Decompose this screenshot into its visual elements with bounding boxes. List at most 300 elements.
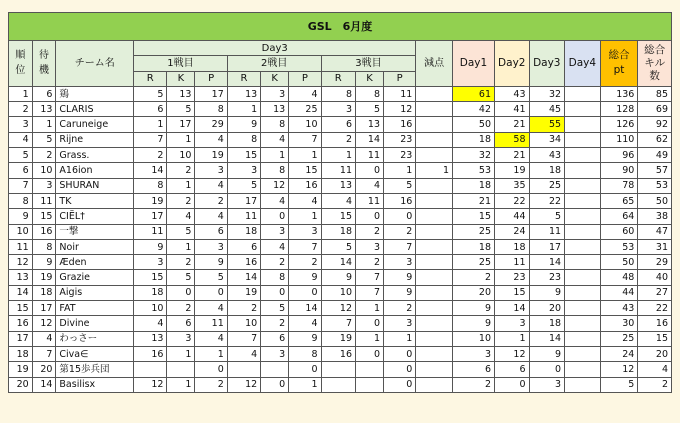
- match3-points-cell: 1: [384, 331, 416, 346]
- match3-rank-cell: 16: [321, 346, 355, 361]
- total-kills-cell: 40: [638, 270, 672, 285]
- total-pt-cell: 60: [600, 224, 638, 239]
- match3-kills-cell: [356, 377, 384, 392]
- team-name-cell: TK: [56, 193, 134, 208]
- match1-points-cell: 2: [195, 193, 227, 208]
- day3-cell: 20: [529, 301, 565, 316]
- penalty-cell: [416, 193, 453, 208]
- penalty-cell: [416, 377, 453, 392]
- match1-kills-cell: [167, 362, 195, 377]
- penalty-cell: [416, 102, 453, 117]
- total-pt-cell: 5: [600, 377, 638, 392]
- standings-table: [8, 12, 672, 393]
- rank-cell: 18: [9, 346, 33, 361]
- team-name-cell: CIËL†: [56, 209, 134, 224]
- day2-cell: 21: [495, 148, 529, 163]
- penalty-cell: [416, 148, 453, 163]
- match3-rank-cell: 9: [321, 270, 355, 285]
- day2-cell: 12: [495, 346, 529, 361]
- team-name-cell: Æden: [56, 255, 134, 270]
- total-pt-cell: 12: [600, 362, 638, 377]
- match2-rank-cell: 2: [227, 301, 260, 316]
- match2-points-cell: 10: [289, 117, 321, 132]
- day3-cell: 25: [529, 178, 565, 193]
- match3-rank-cell: 19: [321, 331, 355, 346]
- day4-cell: [565, 224, 601, 239]
- match1-rank-cell: 6: [134, 102, 167, 117]
- day2-cell: 11: [495, 255, 529, 270]
- table-row: [9, 117, 672, 132]
- match3-kills-cell: 7: [356, 270, 384, 285]
- day3-cell: 14: [529, 331, 565, 346]
- team-name-cell: 一撃: [56, 224, 134, 239]
- match1-rank-cell: 4: [134, 316, 167, 331]
- match3-kills-cell: [356, 362, 384, 377]
- total-kills-cell: 62: [638, 132, 672, 147]
- match3-rank-cell: 2: [321, 132, 355, 147]
- rank-cell: 8: [9, 193, 33, 208]
- match3-kills-cell: 0: [356, 163, 384, 178]
- match2-kills-cell: 0: [261, 209, 289, 224]
- match1-rank-cell: 5: [134, 86, 167, 101]
- match1-points-cell: 4: [195, 132, 227, 147]
- match1-points-cell: 4: [195, 209, 227, 224]
- match1-points-cell: 6: [195, 224, 227, 239]
- day4-cell: [565, 178, 601, 193]
- penalty-cell: [416, 316, 453, 331]
- match3-rank-cell: [321, 362, 355, 377]
- match3-points-cell: 7: [384, 239, 416, 254]
- team-name-cell: Basilisx: [56, 377, 134, 392]
- match1-kills-cell: 1: [167, 346, 195, 361]
- match3-kills-cell: 1: [356, 301, 384, 316]
- team-name-cell: FAT: [56, 301, 134, 316]
- match1-rank-cell: 8: [134, 178, 167, 193]
- day2-cell: 21: [495, 117, 529, 132]
- match2-points-cell: 7: [289, 239, 321, 254]
- match2-rank-cell: 4: [227, 346, 260, 361]
- match3-kills-cell: 11: [356, 193, 384, 208]
- match1-points-cell: 29: [195, 117, 227, 132]
- penalty-cell: [416, 255, 453, 270]
- match1-kills-cell: 2: [167, 193, 195, 208]
- rank-cell: 11: [9, 239, 33, 254]
- match2-rank-cell: 18: [227, 224, 260, 239]
- wait-cell: 4: [32, 331, 56, 346]
- table-row: [9, 178, 672, 193]
- match3-kills-cell: 13: [356, 117, 384, 132]
- match1-points-cell: 17: [195, 86, 227, 101]
- day4-cell: [565, 163, 601, 178]
- day3-cell: 55: [529, 117, 565, 132]
- table-row: [9, 102, 672, 117]
- penalty-cell: [416, 239, 453, 254]
- header-match1: 1戦目: [134, 56, 228, 71]
- penalty-cell: [416, 346, 453, 361]
- wait-cell: 16: [32, 224, 56, 239]
- match1-kills-cell: 5: [167, 270, 195, 285]
- team-name-cell: 鶏: [56, 86, 134, 101]
- day3-cell: 32: [529, 86, 565, 101]
- team-name-cell: Civa∈: [56, 346, 134, 361]
- day1-cell: 2: [452, 270, 494, 285]
- wait-cell: 11: [32, 193, 56, 208]
- rank-cell: 3: [9, 117, 33, 132]
- match3-rank-cell: 13: [321, 178, 355, 193]
- match2-kills-cell: 4: [261, 239, 289, 254]
- header-day4: Day4: [565, 41, 601, 87]
- rank-cell: 13: [9, 270, 33, 285]
- wait-cell: 9: [32, 255, 56, 270]
- match1-rank-cell: 9: [134, 239, 167, 254]
- match1-kills-cell: 1: [167, 377, 195, 392]
- day4-cell: [565, 117, 601, 132]
- penalty-cell: [416, 178, 453, 193]
- total-kills-cell: 22: [638, 301, 672, 316]
- rank-cell: 14: [9, 285, 33, 300]
- match2-rank-cell: 9: [227, 117, 260, 132]
- day3-cell: 11: [529, 224, 565, 239]
- rank-cell: 7: [9, 178, 33, 193]
- total-pt-cell: 64: [600, 209, 638, 224]
- match2-points-cell: 4: [289, 316, 321, 331]
- day4-cell: [565, 270, 601, 285]
- day2-cell: 14: [495, 301, 529, 316]
- table-row: [9, 132, 672, 147]
- day1-cell: 61: [452, 86, 494, 101]
- total-kills-cell: 20: [638, 346, 672, 361]
- match2-points-cell: 9: [289, 331, 321, 346]
- match1-points-cell: 3: [195, 163, 227, 178]
- total-kills-cell: 92: [638, 117, 672, 132]
- match2-points-cell: 1: [289, 148, 321, 163]
- match2-kills-cell: 2: [261, 255, 289, 270]
- header-m1-p: P: [195, 71, 227, 86]
- match1-kills-cell: 1: [167, 178, 195, 193]
- total-pt-cell: 126: [600, 117, 638, 132]
- match1-points-cell: 2: [195, 377, 227, 392]
- match1-points-cell: 8: [195, 102, 227, 117]
- header-m3-r: R: [321, 71, 355, 86]
- day2-cell: 41: [495, 102, 529, 117]
- match1-rank-cell: 14: [134, 163, 167, 178]
- match3-points-cell: 9: [384, 285, 416, 300]
- match1-kills-cell: 6: [167, 316, 195, 331]
- wait-cell: 15: [32, 209, 56, 224]
- match3-points-cell: 16: [384, 193, 416, 208]
- day4-cell: [565, 193, 601, 208]
- rank-cell: 5: [9, 148, 33, 163]
- match2-rank-cell: 17: [227, 193, 260, 208]
- team-name-cell: SHURAN: [56, 178, 134, 193]
- match2-rank-cell: 7: [227, 331, 260, 346]
- day3-cell: 18: [529, 163, 565, 178]
- match3-points-cell: 0: [384, 362, 416, 377]
- match2-rank-cell: [227, 362, 260, 377]
- day1-cell: 3: [452, 346, 494, 361]
- match1-points-cell: 19: [195, 148, 227, 163]
- table-row: [9, 148, 672, 163]
- match2-rank-cell: 14: [227, 270, 260, 285]
- header-m3-p: P: [384, 71, 416, 86]
- match1-rank-cell: 1: [134, 117, 167, 132]
- match1-rank-cell: 7: [134, 132, 167, 147]
- match2-kills-cell: 3: [261, 86, 289, 101]
- header-m2-p: P: [289, 71, 321, 86]
- match3-points-cell: 3: [384, 316, 416, 331]
- header-penalty: 減点: [416, 41, 453, 87]
- match1-rank-cell: 16: [134, 346, 167, 361]
- match1-rank-cell: 19: [134, 193, 167, 208]
- total-kills-cell: 49: [638, 148, 672, 163]
- sheet-title: GSL 6月度: [9, 13, 672, 41]
- day2-cell: 44: [495, 209, 529, 224]
- match1-kills-cell: 17: [167, 117, 195, 132]
- penalty-cell: [416, 132, 453, 147]
- rank-cell: 1: [9, 86, 33, 101]
- team-name-cell: Aigis: [56, 285, 134, 300]
- match2-kills-cell: 4: [261, 132, 289, 147]
- match3-rank-cell: 10: [321, 285, 355, 300]
- day4-cell: [565, 346, 601, 361]
- rank-cell: 20: [9, 377, 33, 392]
- table-row: [9, 346, 672, 361]
- wait-cell: 7: [32, 346, 56, 361]
- day1-cell: 9: [452, 301, 494, 316]
- match3-rank-cell: 4: [321, 193, 355, 208]
- rank-cell: 9: [9, 209, 33, 224]
- match2-points-cell: 7: [289, 132, 321, 147]
- header-m2-k: K: [261, 71, 289, 86]
- match3-points-cell: 23: [384, 132, 416, 147]
- total-pt-cell: 44: [600, 285, 638, 300]
- penalty-cell: [416, 301, 453, 316]
- match3-points-cell: 12: [384, 102, 416, 117]
- day1-cell: 9: [452, 316, 494, 331]
- match2-points-cell: 4: [289, 86, 321, 101]
- match1-rank-cell: 2: [134, 148, 167, 163]
- total-pt-cell: 24: [600, 346, 638, 361]
- match2-points-cell: 9: [289, 270, 321, 285]
- match3-points-cell: 5: [384, 178, 416, 193]
- day4-cell: [565, 209, 601, 224]
- penalty-cell: [416, 285, 453, 300]
- total-kills-cell: 15: [638, 331, 672, 346]
- match1-rank-cell: 10: [134, 301, 167, 316]
- day1-cell: 6: [452, 362, 494, 377]
- header-day3-group: Day3: [134, 41, 416, 56]
- match3-points-cell: 16: [384, 117, 416, 132]
- title-row: [9, 13, 672, 41]
- match3-points-cell: 3: [384, 255, 416, 270]
- rank-cell: 4: [9, 132, 33, 147]
- match3-rank-cell: 14: [321, 255, 355, 270]
- day1-cell: 21: [452, 193, 494, 208]
- day1-cell: 18: [452, 178, 494, 193]
- match3-points-cell: 2: [384, 301, 416, 316]
- match2-kills-cell: 3: [261, 346, 289, 361]
- match3-points-cell: 2: [384, 224, 416, 239]
- match2-points-cell: 3: [289, 224, 321, 239]
- header-m3-k: K: [356, 71, 384, 86]
- match3-kills-cell: 0: [356, 316, 384, 331]
- match1-rank-cell: 15: [134, 270, 167, 285]
- total-kills-cell: 50: [638, 193, 672, 208]
- match3-rank-cell: 18: [321, 224, 355, 239]
- match1-kills-cell: 1: [167, 132, 195, 147]
- wait-cell: 6: [32, 86, 56, 101]
- total-kills-cell: 29: [638, 255, 672, 270]
- wait-cell: 8: [32, 239, 56, 254]
- header-m1-r: R: [134, 71, 167, 86]
- match3-rank-cell: 1: [321, 148, 355, 163]
- match2-kills-cell: 8: [261, 163, 289, 178]
- match1-points-cell: 9: [195, 255, 227, 270]
- match1-kills-cell: 5: [167, 102, 195, 117]
- wait-cell: 19: [32, 270, 56, 285]
- match1-points-cell: 0: [195, 285, 227, 300]
- wait-cell: 5: [32, 132, 56, 147]
- total-kills-cell: 27: [638, 285, 672, 300]
- match1-points-cell: 3: [195, 239, 227, 254]
- day1-cell: 15: [452, 209, 494, 224]
- match1-points-cell: 4: [195, 331, 227, 346]
- match3-points-cell: 0: [384, 346, 416, 361]
- day1-cell: 2: [452, 377, 494, 392]
- total-pt-cell: 43: [600, 301, 638, 316]
- team-name-cell: Rijne: [56, 132, 134, 147]
- day3-cell: 18: [529, 316, 565, 331]
- match1-kills-cell: 0: [167, 285, 195, 300]
- day3-cell: 22: [529, 193, 565, 208]
- team-name-cell: Divine: [56, 316, 134, 331]
- header-day1: Day1: [452, 41, 494, 87]
- day2-cell: 15: [495, 285, 529, 300]
- table-row: [9, 285, 672, 300]
- match3-points-cell: 11: [384, 86, 416, 101]
- total-pt-cell: 128: [600, 102, 638, 117]
- match1-rank-cell: 18: [134, 285, 167, 300]
- match2-rank-cell: 13: [227, 86, 260, 101]
- header-wait: 待機: [32, 41, 56, 87]
- rank-cell: 16: [9, 316, 33, 331]
- table-row: [9, 377, 672, 392]
- total-pt-cell: 65: [600, 193, 638, 208]
- match3-points-cell: 23: [384, 148, 416, 163]
- total-kills-cell: 69: [638, 102, 672, 117]
- match3-points-cell: 0: [384, 377, 416, 392]
- table-row: [9, 163, 672, 178]
- match1-kills-cell: 13: [167, 86, 195, 101]
- total-pt-cell: 96: [600, 148, 638, 163]
- match3-kills-cell: 4: [356, 178, 384, 193]
- match3-kills-cell: 0: [356, 209, 384, 224]
- match2-points-cell: 1: [289, 377, 321, 392]
- team-name-cell: A16ion: [56, 163, 134, 178]
- day1-cell: 53: [452, 163, 494, 178]
- match3-kills-cell: 3: [356, 239, 384, 254]
- match3-kills-cell: 2: [356, 255, 384, 270]
- team-name-cell: Caruneige: [56, 117, 134, 132]
- rank-cell: 10: [9, 224, 33, 239]
- day4-cell: [565, 301, 601, 316]
- wait-cell: 3: [32, 178, 56, 193]
- match2-kills-cell: 0: [261, 285, 289, 300]
- match1-kills-cell: 2: [167, 163, 195, 178]
- day4-cell: [565, 132, 601, 147]
- day2-cell: 35: [495, 178, 529, 193]
- day3-cell: 45: [529, 102, 565, 117]
- match3-rank-cell: 6: [321, 117, 355, 132]
- day4-cell: [565, 86, 601, 101]
- day2-cell: 1: [495, 331, 529, 346]
- match3-points-cell: 1: [384, 163, 416, 178]
- match2-rank-cell: 10: [227, 316, 260, 331]
- total-pt-cell: 110: [600, 132, 638, 147]
- wait-cell: 17: [32, 301, 56, 316]
- wait-cell: 1: [32, 117, 56, 132]
- team-name-cell: Grazie: [56, 270, 134, 285]
- total-kills-cell: 4: [638, 362, 672, 377]
- match3-rank-cell: 11: [321, 163, 355, 178]
- penalty-cell: [416, 117, 453, 132]
- header-m1-k: K: [167, 71, 195, 86]
- table-row: [9, 255, 672, 270]
- header-day3: Day3: [529, 41, 565, 87]
- match2-points-cell: 2: [289, 255, 321, 270]
- match3-rank-cell: 8: [321, 86, 355, 101]
- header-team: チーム名: [56, 41, 134, 87]
- match1-points-cell: 11: [195, 316, 227, 331]
- day2-cell: 6: [495, 362, 529, 377]
- team-name-cell: 第15歩兵団: [56, 362, 134, 377]
- day3-cell: 43: [529, 148, 565, 163]
- total-kills-cell: 2: [638, 377, 672, 392]
- header-total-pt: 総合pt: [600, 41, 638, 87]
- match3-kills-cell: 14: [356, 132, 384, 147]
- header-row-1: [9, 41, 672, 56]
- day2-cell: 0: [495, 377, 529, 392]
- match2-points-cell: 14: [289, 301, 321, 316]
- day2-cell: 58: [495, 132, 529, 147]
- match1-points-cell: 5: [195, 270, 227, 285]
- table-row: [9, 362, 672, 377]
- total-pt-cell: 90: [600, 163, 638, 178]
- table-row: [9, 239, 672, 254]
- match1-rank-cell: [134, 362, 167, 377]
- match2-points-cell: 1: [289, 209, 321, 224]
- rank-cell: 12: [9, 255, 33, 270]
- match2-points-cell: 25: [289, 102, 321, 117]
- header-match3: 3戦目: [321, 56, 416, 71]
- day1-cell: 25: [452, 255, 494, 270]
- match2-rank-cell: 8: [227, 132, 260, 147]
- match3-rank-cell: 3: [321, 102, 355, 117]
- match2-rank-cell: 6: [227, 239, 260, 254]
- match3-points-cell: 9: [384, 270, 416, 285]
- header-rank: 順位: [9, 41, 33, 87]
- total-pt-cell: 53: [600, 239, 638, 254]
- day2-cell: 24: [495, 224, 529, 239]
- day3-cell: 17: [529, 239, 565, 254]
- day1-cell: 10: [452, 331, 494, 346]
- table-row: [9, 193, 672, 208]
- penalty-cell: [416, 224, 453, 239]
- day4-cell: [565, 285, 601, 300]
- match2-points-cell: 15: [289, 163, 321, 178]
- match3-kills-cell: 2: [356, 224, 384, 239]
- match2-kills-cell: 0: [261, 377, 289, 392]
